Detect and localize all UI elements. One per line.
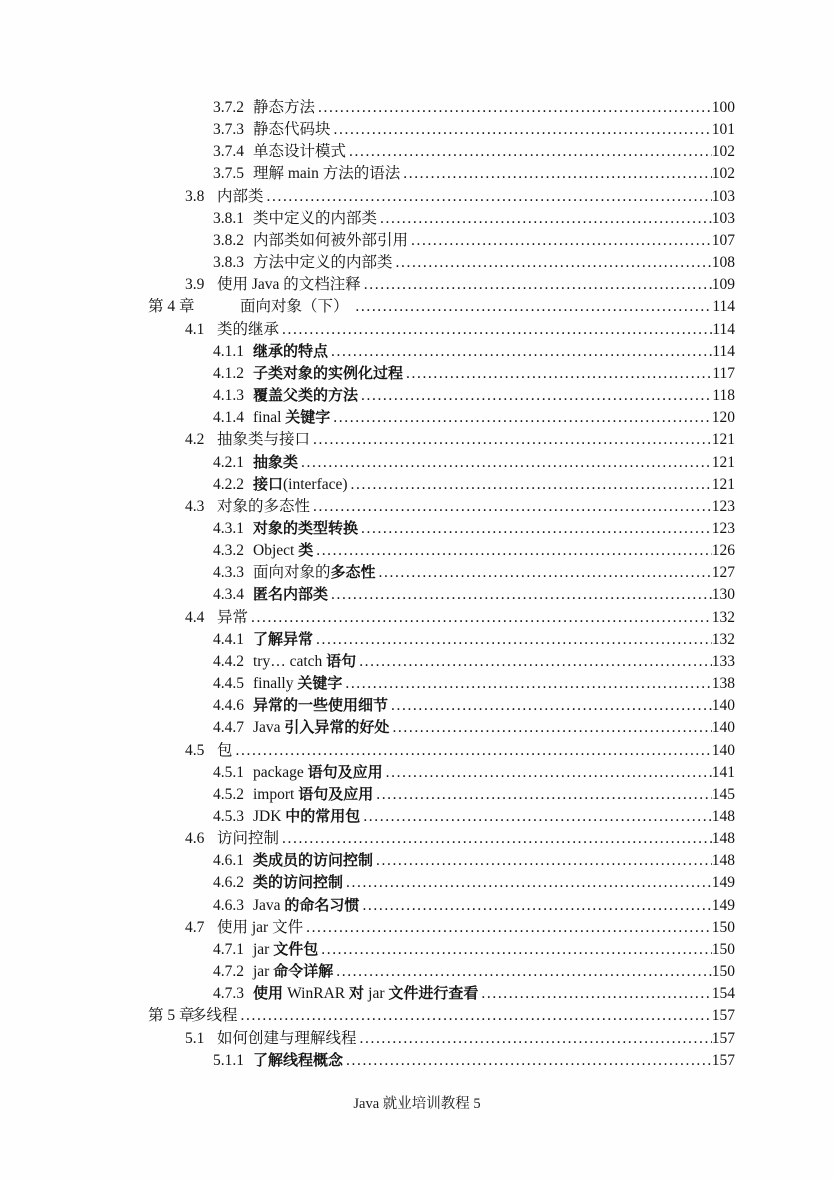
toc-entry	[148, 186, 735, 208]
dot-leader	[376, 562, 712, 584]
table-of-contents	[148, 97, 735, 1072]
entry-number: 4.5.3	[213, 808, 244, 825]
title-segment: JDK	[253, 808, 286, 825]
entry-number: 3.8.2	[213, 231, 244, 249]
page-number: 132	[711, 608, 735, 626]
entry-number: 4.4.1	[213, 630, 244, 648]
entry-number: 4.4.7	[213, 719, 244, 737]
dot-leader	[389, 717, 711, 739]
title-segment: Object	[253, 542, 299, 560]
page-number: 114	[712, 298, 735, 316]
entry-title	[253, 119, 331, 141]
title-segment: 单态设计模式	[253, 143, 347, 161]
title-segment: 继承的特点	[253, 342, 329, 360]
entry-title	[217, 496, 310, 518]
entry-title	[253, 474, 348, 496]
toc-entry	[148, 341, 735, 363]
entry-title	[217, 429, 310, 451]
toc-entry	[148, 917, 735, 939]
entry-number: 3.7.3	[213, 121, 244, 139]
dot-leader	[303, 917, 712, 939]
page-footer	[0, 1092, 834, 1113]
entry-title	[253, 252, 393, 274]
title-segment: 对象的类型转换	[253, 519, 359, 537]
title-segment: Java	[253, 719, 285, 737]
title-segment: import	[253, 785, 299, 803]
toc-entry	[148, 163, 735, 185]
dot-leader	[373, 784, 712, 806]
entry-title	[253, 762, 383, 784]
title-segment: 语句及应用	[298, 785, 374, 803]
toc-entry	[148, 806, 735, 828]
toc-entry	[148, 983, 735, 1005]
page-number: 120	[711, 409, 735, 427]
title-segment: 了解异常	[253, 630, 314, 648]
toc-entry	[148, 518, 735, 540]
title-segment: 使用 Java 的文档注释	[217, 276, 361, 294]
title-segment: 引入异常的好处	[284, 719, 390, 737]
dot-leader	[388, 695, 712, 717]
entry-number: 4.5.2	[213, 785, 244, 803]
dot-leader	[358, 518, 712, 540]
entry-number: 第 5 章	[148, 1007, 199, 1025]
entry-number: 4.3.1	[213, 519, 244, 537]
dot-leader	[373, 850, 712, 872]
dot-leader	[328, 341, 712, 363]
toc-entry	[148, 607, 735, 629]
title-segment: 覆盖父类的方法	[253, 387, 359, 405]
page-number: 149	[711, 896, 735, 914]
page-number: 100	[711, 99, 735, 116]
page-number: 130	[711, 586, 735, 604]
toc-entry	[148, 895, 735, 917]
entry-number: 4.4.2	[213, 652, 244, 670]
toc-entry	[148, 961, 735, 983]
page-number: 102	[711, 143, 735, 161]
entry-title	[253, 983, 478, 1005]
page-number: 141	[711, 763, 735, 781]
entry-title	[217, 917, 303, 939]
page-number: 157	[711, 1007, 735, 1025]
page-number: 121	[711, 453, 735, 471]
toc-entry	[148, 762, 735, 784]
title-segment: 抽象类与接口	[217, 431, 311, 449]
entry-title	[217, 1028, 357, 1050]
title-segment: 命令详解	[273, 963, 334, 981]
title-segment: finally	[253, 675, 298, 693]
title-segment: 内部类	[217, 187, 264, 205]
dot-leader	[359, 895, 711, 917]
entry-number: 4.5	[185, 741, 205, 759]
toc-entry	[148, 385, 735, 407]
title-segment: 对	[348, 985, 369, 1003]
title-segment: 异常的一些使用细节	[253, 697, 389, 715]
entry-title	[253, 806, 360, 828]
title-segment: final	[253, 409, 286, 427]
entry-number: 4.3.4	[213, 586, 244, 604]
page-number: 148	[711, 852, 735, 870]
dot-leader	[233, 740, 712, 762]
dot-leader	[346, 141, 712, 163]
dot-leader	[298, 452, 712, 474]
entry-number: 4.2.1	[213, 453, 244, 471]
entry-number: 4.3.2	[213, 542, 244, 560]
page-number: 145	[711, 785, 735, 803]
entry-number: 4.1.4	[213, 409, 244, 427]
page-number: 150	[711, 918, 735, 936]
page-number: 108	[711, 254, 735, 272]
entry-title	[253, 452, 298, 474]
toc-entry	[148, 540, 735, 562]
page-number: 148	[711, 808, 735, 825]
entry-title	[253, 208, 377, 230]
dot-leader	[318, 939, 712, 961]
entry-number: 4.1.1	[213, 342, 244, 360]
entry-number: 4.6.3	[213, 896, 244, 914]
page-number: 123	[711, 497, 735, 515]
entry-number: 4.1.3	[213, 387, 244, 405]
entry-number: 3.8.3	[213, 254, 244, 272]
toc-entry	[148, 872, 735, 894]
toc-entry	[148, 1028, 735, 1050]
page-number: 118	[712, 387, 735, 405]
entry-number: 4.3	[185, 497, 205, 515]
entry-title	[253, 651, 356, 673]
dot-leader	[383, 762, 712, 784]
dot-leader	[264, 186, 712, 208]
title-segment: Java	[253, 896, 285, 914]
title-segment: 如何创建与理解线程	[217, 1029, 357, 1047]
entry-title	[253, 407, 330, 429]
toc-entry	[148, 717, 735, 739]
dot-leader	[313, 540, 712, 562]
dot-leader	[310, 429, 712, 451]
footer-text: Java 就业培训教程 5	[353, 1096, 481, 1112]
toc-entry	[148, 452, 735, 474]
dot-leader	[315, 97, 712, 119]
entry-title	[253, 717, 389, 739]
entry-title	[217, 274, 361, 296]
title-segment: 关键字	[297, 675, 343, 693]
entry-title	[253, 673, 342, 695]
toc-entry	[148, 119, 735, 141]
page-number: 148	[711, 830, 735, 848]
entry-number: 4.7	[185, 918, 205, 936]
page-number: 102	[711, 165, 735, 183]
entry-title	[217, 319, 279, 341]
toc-entry	[148, 363, 735, 385]
entry-number: 4.3.3	[213, 564, 244, 582]
dot-leader	[313, 629, 712, 651]
entry-title	[253, 1050, 343, 1072]
dot-leader	[310, 496, 712, 518]
dot-leader	[478, 983, 711, 1005]
toc-entry	[148, 407, 735, 429]
toc-entry	[148, 939, 735, 961]
title-segment: jar	[253, 963, 274, 981]
dot-leader	[330, 407, 711, 429]
dot-leader	[358, 385, 712, 407]
dot-leader	[400, 163, 712, 185]
title-segment: 的命名习惯	[284, 896, 360, 914]
title-segment: 子类对象的实例化过程	[253, 364, 404, 382]
toc-entry	[148, 784, 735, 806]
page-number: 140	[711, 719, 735, 737]
page-number: 154	[711, 985, 735, 1003]
entry-number: 4.2	[185, 431, 205, 449]
page-number: 140	[711, 741, 735, 759]
entry-title	[253, 341, 328, 363]
entry-title	[217, 740, 233, 762]
dot-leader	[393, 252, 712, 274]
page-number: 123	[711, 519, 735, 537]
title-segment: 多线程	[191, 1007, 238, 1025]
toc-entry	[148, 252, 735, 274]
entry-number: 4.5.1	[213, 763, 244, 781]
title-segment: 文件进行查看	[388, 985, 479, 1003]
title-segment: 语句	[326, 652, 357, 670]
page-number: 140	[711, 697, 735, 715]
title-segment: 静态方法	[253, 99, 316, 116]
entry-title	[253, 141, 346, 163]
toc-entry	[148, 474, 735, 496]
title-segment: 内部类如何被外部引用	[253, 231, 409, 249]
title-segment: 类的继承	[217, 320, 280, 338]
entry-title	[253, 629, 313, 651]
title-segment: 多态性	[330, 564, 376, 582]
title-segment: 类成员的访问控制	[253, 852, 374, 870]
entry-number: 3.7.2	[213, 99, 244, 116]
entry-title	[253, 385, 358, 407]
entry-title	[217, 186, 264, 208]
entry-title	[253, 518, 358, 540]
page-number: 138	[711, 675, 735, 693]
page-number: 149	[711, 874, 735, 892]
page-number: 126	[711, 542, 735, 560]
toc-entry	[148, 230, 735, 252]
entry-title	[253, 540, 313, 562]
toc-entry	[148, 97, 735, 119]
dot-leader	[279, 828, 712, 850]
entry-title	[240, 296, 352, 318]
page-number: 127	[711, 564, 735, 582]
title-segment: 中的常用包	[285, 808, 361, 825]
page-number: 103	[711, 187, 735, 205]
title-segment: 面向对象的	[253, 564, 331, 582]
entry-title	[253, 961, 333, 983]
dot-leader	[352, 296, 712, 318]
page-number: 157	[711, 1029, 735, 1047]
dot-leader	[279, 319, 712, 341]
title-segment: try… catch	[253, 652, 327, 670]
toc-entry	[148, 274, 735, 296]
toc-entry	[148, 584, 735, 606]
title-segment: 匿名内部类	[253, 586, 329, 604]
page-number: 150	[711, 940, 735, 958]
entry-number: 3.7.4	[213, 143, 244, 161]
page-number: 121	[711, 475, 735, 493]
entry-number: 4.6	[185, 830, 205, 848]
dot-leader	[361, 274, 712, 296]
page-number: 157	[711, 1051, 735, 1069]
dot-leader	[343, 872, 712, 894]
dot-leader	[356, 651, 712, 673]
dot-leader	[248, 607, 712, 629]
toc-entry	[148, 319, 735, 341]
toc-entry	[148, 562, 735, 584]
entry-number: 4.4.6	[213, 697, 244, 715]
toc-entry	[148, 850, 735, 872]
entry-title	[253, 163, 400, 185]
entry-title	[217, 607, 248, 629]
title-segment: 接口	[253, 475, 284, 493]
dot-leader	[403, 363, 712, 385]
dot-leader	[331, 119, 712, 141]
title-segment: jar	[368, 985, 389, 1003]
entry-number: 3.8	[185, 187, 205, 205]
title-segment: 了解线程概念	[253, 1051, 344, 1069]
title-segment: 静态代码块	[253, 121, 331, 139]
page-number: 107	[711, 231, 735, 249]
page-number: 132	[711, 630, 735, 648]
page-number: 114	[712, 320, 735, 338]
dot-leader	[377, 208, 712, 230]
entry-title	[253, 939, 318, 961]
toc-entry	[148, 496, 735, 518]
title-segment: 类中定义的内部类	[253, 209, 378, 227]
entry-number: 4.4.5	[213, 675, 244, 693]
dot-leader	[343, 1050, 712, 1072]
title-segment: package	[253, 763, 308, 781]
entry-number: 4.6.1	[213, 852, 244, 870]
page-number: 121	[711, 431, 735, 449]
title-segment: WinRAR	[287, 985, 349, 1003]
dot-leader	[360, 806, 711, 828]
entry-number: 5.1.1	[213, 1051, 244, 1069]
entry-number: 3.8.1	[213, 209, 244, 227]
entry-title	[253, 695, 388, 717]
title-segment: jar	[253, 940, 274, 958]
dot-leader	[348, 474, 712, 496]
page-number: 117	[712, 364, 735, 382]
title-segment: 文件包	[273, 940, 319, 958]
entry-number: 4.7.2	[213, 963, 244, 981]
entry-number: 4.1	[185, 320, 205, 338]
title-segment: 使用	[253, 985, 288, 1003]
title-segment: 抽象类	[253, 453, 299, 471]
page-number: 103	[711, 209, 735, 227]
dot-leader	[408, 230, 712, 252]
page-number: 133	[711, 652, 735, 670]
title-segment: 访问控制	[217, 830, 280, 848]
toc-entry	[148, 695, 735, 717]
dot-leader	[342, 673, 711, 695]
toc-entry	[148, 629, 735, 651]
page-number: 101	[711, 121, 735, 139]
entry-number: 4.4	[185, 608, 205, 626]
entry-title	[253, 97, 315, 119]
toc-entry	[148, 651, 735, 673]
entry-title	[253, 850, 373, 872]
entry-title	[253, 895, 359, 917]
toc-entry	[148, 828, 735, 850]
entry-title	[253, 230, 408, 252]
entry-number: 4.6.2	[213, 874, 244, 892]
toc-entry	[148, 141, 735, 163]
entry-title	[253, 584, 328, 606]
page-number: 114	[712, 342, 735, 360]
toc-entry	[148, 296, 735, 318]
dot-leader	[333, 961, 712, 983]
title-segment: 使用 jar 文件	[217, 918, 304, 936]
title-segment: (interface)	[283, 475, 348, 493]
title-segment: 包	[217, 741, 233, 759]
title-segment: 理解 main 方法的语法	[253, 165, 401, 183]
page-number: 150	[711, 963, 735, 981]
title-segment: 关键字	[285, 409, 331, 427]
entry-number: 4.1.2	[213, 364, 244, 382]
entry-number: 3.7.5	[213, 165, 244, 183]
title-segment: 方法中定义的内部类	[253, 254, 393, 272]
dot-leader	[328, 584, 712, 606]
entry-number: 4.2.2	[213, 475, 244, 493]
title-segment: 对象的多态性	[217, 497, 311, 515]
entry-number: 3.9	[185, 276, 205, 294]
entry-title	[253, 363, 403, 385]
toc-entry	[148, 1005, 735, 1027]
toc-entry	[148, 673, 735, 695]
title-segment: 类	[298, 542, 314, 560]
page-number: 109	[711, 276, 735, 294]
dot-leader	[238, 1005, 712, 1027]
entry-title	[217, 828, 279, 850]
dot-leader	[357, 1028, 712, 1050]
entry-number: 4.7.1	[213, 940, 244, 958]
title-segment: 面向对象（下）	[240, 298, 353, 316]
toc-entry	[148, 429, 735, 451]
entry-title	[191, 1005, 238, 1027]
entry-title	[253, 784, 373, 806]
title-segment: 语句及应用	[307, 763, 383, 781]
entry-title	[253, 872, 343, 894]
toc-entry	[148, 1050, 735, 1072]
entry-number: 4.7.3	[213, 985, 244, 1003]
title-segment: 类的访问控制	[253, 874, 344, 892]
entry-number: 第 4 章	[148, 298, 195, 316]
toc-entry	[148, 208, 735, 230]
toc-entry	[148, 740, 735, 762]
entry-title	[253, 562, 376, 584]
title-segment: 异常	[217, 608, 249, 626]
entry-number: 5.1	[185, 1029, 205, 1047]
